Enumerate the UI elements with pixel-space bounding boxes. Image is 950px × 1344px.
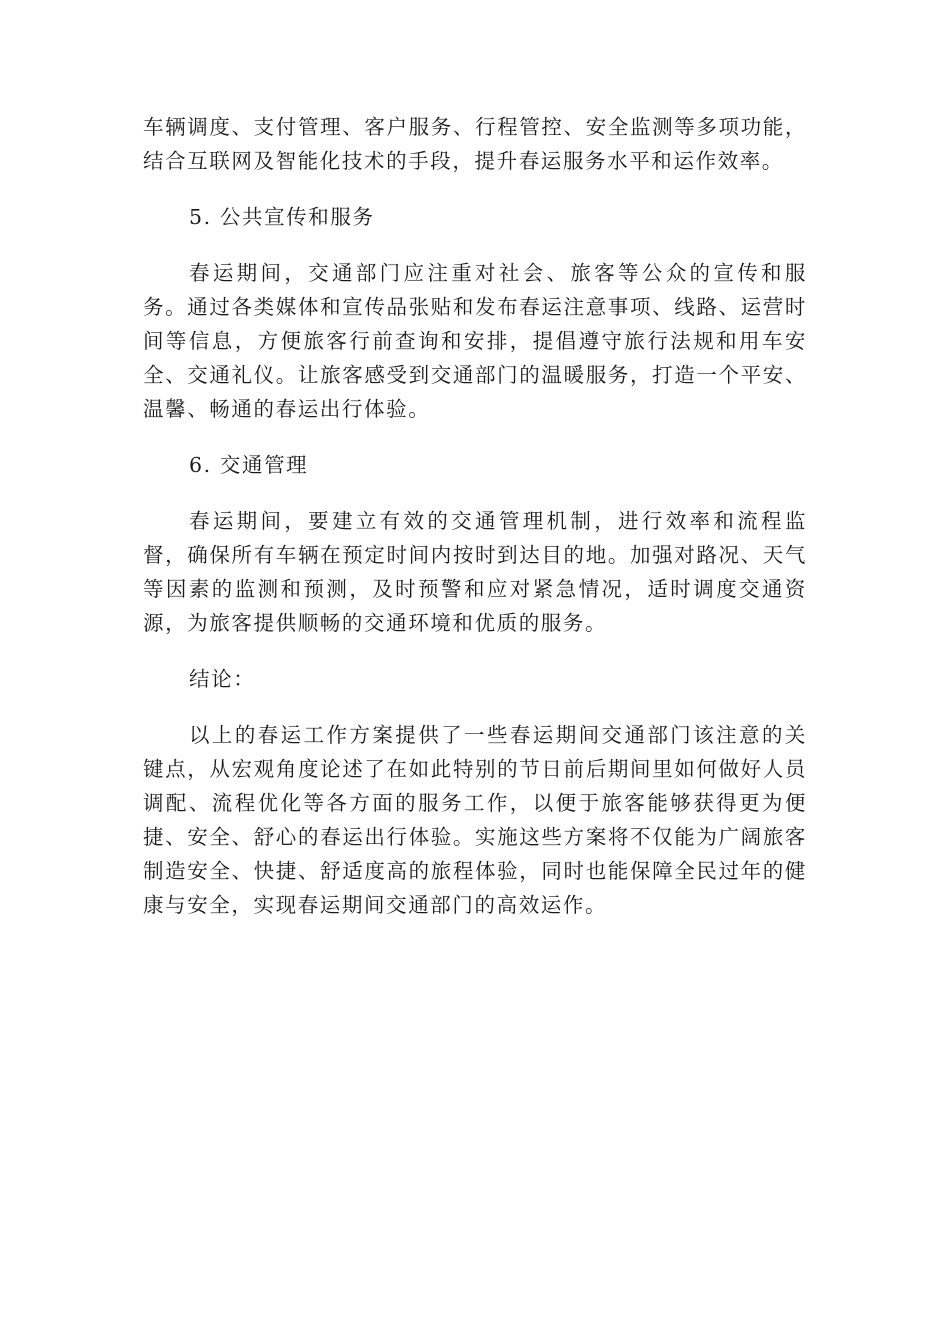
document-body (143, 110, 807, 944)
paragraph-traffic-management: 春运期间，要建立有效的交通管理机制，进行效率和流程监督，确保所有车辆在预定时间内按时到达目的地。加强对路况、天气等因素的监测和预测，及时预警和应对紧急情况，适时调度交通资源，为旅客提供顺畅的交通环境和优质的服务。 (143, 509, 807, 635)
paragraph-conclusion: 以上的春运工作方案提供了一些春运期间交通部门该注意的关键点，从宏观角度论述了在如此特别的节日前后期间里如何做好人员调配、流程优化等各方面的服务工作，以便于旅客能够获得更为便捷、安全、舒心的春运出行体验。实施这些方案将不仅能为广阔旅客制造安全、快捷、舒适度高的旅程体验，同时也能保障全民过年的健康与安全，实现春运期间交通部门的高效运作。 (143, 723, 807, 917)
section-heading-6: 6. 交通管理 (189, 453, 309, 477)
conclusion-heading: 结论： (189, 667, 256, 691)
paragraph-public-service: 春运期间，交通部门应注重对社会、旅客等公众的宣传和服务。通过各类媒体和宣传品张贴和发布春运注意事项、线路、运营时间等信息，方便旅客行前查询和安排，提倡遵守旅行法规和用车安全、交通礼仪。让旅客感受到交通部门的温暖服务，打造一个平安、温馨、畅通的春运出行体验。 (143, 261, 807, 421)
section-heading-5: 5. 公共宣传和服务 (189, 205, 375, 229)
paragraph-continued: 车辆调度、支付管理、客户服务、行程管控、安全监测等多项功能，结合互联网及智能化技术的手段，提升春运服务水平和运作效率。 (143, 115, 807, 173)
